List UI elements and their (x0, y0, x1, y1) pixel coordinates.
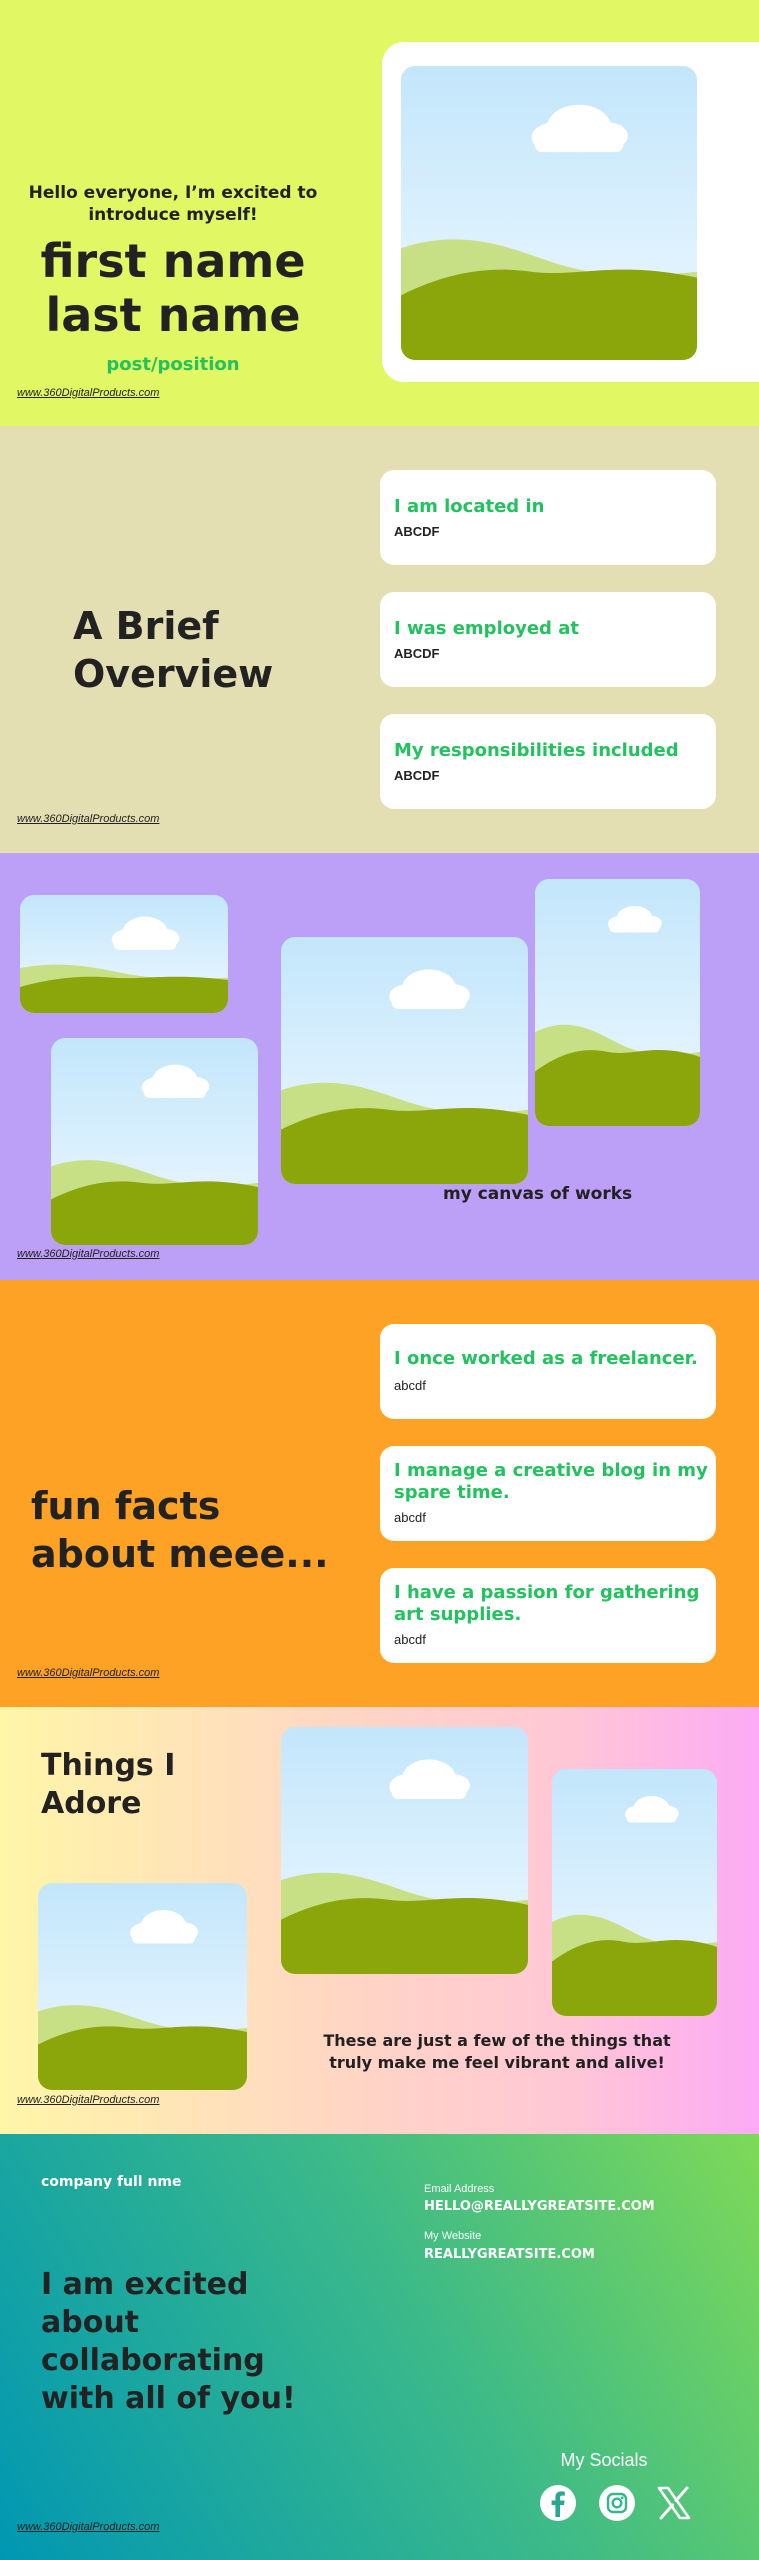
footer-link[interactable]: www.360DigitalProducts.com (17, 387, 160, 399)
overview-title-line1: A Brief (73, 604, 219, 648)
website-value[interactable]: REALLYGREATSITE.COM (424, 2247, 595, 2262)
overview-section (0, 426, 759, 853)
work-image-placeholder (20, 895, 228, 1013)
cloud-shape (610, 1784, 693, 1826)
overview-title-line2: Overview (73, 652, 274, 696)
card-value: ABCDF (394, 646, 440, 661)
work-image-placeholder (535, 879, 700, 1126)
fact-card (380, 1324, 716, 1419)
position-text: post/position (106, 354, 240, 375)
greeting-text: Hello everyone, I’m excited to introduce myself! (28, 183, 318, 225)
facebook-icon[interactable] (539, 2484, 577, 2522)
card-title-line2: spare time. (394, 1482, 510, 1503)
footer-link[interactable]: www.360DigitalProducts.com (17, 2521, 160, 2533)
work-image-placeholder (281, 937, 528, 1184)
footer-link[interactable]: www.360DigitalProducts.com (17, 813, 160, 825)
adore-title-line2: Adore (41, 1786, 142, 1821)
info-card-employer (380, 592, 716, 687)
adore-image-placeholder (552, 1769, 717, 2016)
website-label: My Website (424, 2230, 482, 2242)
fun-facts-title-line2: about meee... (31, 1532, 329, 1576)
card-value: abcdf (394, 1510, 426, 1525)
email-label: Email Address (424, 2183, 495, 2195)
adore-title-line1: Things I (41, 1748, 176, 1783)
fact-card (380, 1446, 716, 1541)
intro-section (0, 0, 759, 426)
cloud-shape (593, 894, 676, 936)
closing-line1: I am excited (41, 2267, 249, 2302)
adore-section (0, 1707, 759, 2134)
card-value: ABCDF (394, 768, 440, 783)
x-icon[interactable] (656, 2485, 692, 2521)
card-value: abcdf (394, 1632, 426, 1647)
card-title-line1: I have a passion for gathering (394, 1582, 700, 1603)
cloud-shape (93, 902, 197, 954)
cloud-shape (505, 84, 653, 158)
cloud-shape (367, 952, 491, 1014)
card-title-line2: art supplies. (394, 1604, 522, 1625)
cloud-shape (111, 1895, 216, 1948)
card-title: My responsibilities included (394, 740, 679, 761)
info-card-location (380, 470, 716, 565)
cloud-shape (123, 1050, 227, 1102)
fun-facts-title-line1: fun facts (31, 1484, 221, 1528)
footer-link[interactable]: www.360DigitalProducts.com (17, 2094, 160, 2106)
closing-line3: collaborating (41, 2343, 265, 2378)
closing-line2: about (41, 2305, 140, 2340)
profile-photo-placeholder (401, 66, 697, 360)
adore-caption-line2: truly make me feel vibrant and alive! (329, 2053, 665, 2072)
card-title: I once worked as a freelancer. (394, 1348, 698, 1369)
works-caption: my canvas of works (443, 1184, 633, 1204)
last-name: last name (45, 288, 301, 342)
cloud-shape (367, 1742, 491, 1804)
fact-card (380, 1568, 716, 1663)
card-title: I was employed at (394, 618, 579, 639)
card-title-line1: I manage a creative blog in my (394, 1460, 708, 1481)
card-value: ABCDF (394, 524, 440, 539)
work-image-placeholder (51, 1038, 258, 1245)
footer-link[interactable]: www.360DigitalProducts.com (17, 1248, 160, 1260)
closing-line4: with all of you! (41, 2381, 296, 2416)
email-value[interactable]: HELLO@REALLYGREATSITE.COM (424, 2199, 655, 2214)
adore-image-placeholder (38, 1883, 247, 2090)
card-value: abcdf (394, 1378, 426, 1393)
adore-image-placeholder (281, 1727, 528, 1974)
socials-label: My Socials (560, 2450, 648, 2470)
instagram-icon[interactable] (598, 2484, 636, 2522)
works-section (0, 853, 759, 1280)
company-name: company full nme (41, 2174, 182, 2190)
fun-facts-section (0, 1280, 759, 1707)
adore-caption-line1: These are just a few of the things that (323, 2031, 671, 2050)
info-card-responsibilities (380, 714, 716, 809)
first-name: first name (40, 234, 306, 288)
footer-link[interactable]: www.360DigitalProducts.com (17, 1667, 160, 1679)
contact-section (0, 2134, 759, 2560)
card-title: I am located in (394, 496, 545, 517)
